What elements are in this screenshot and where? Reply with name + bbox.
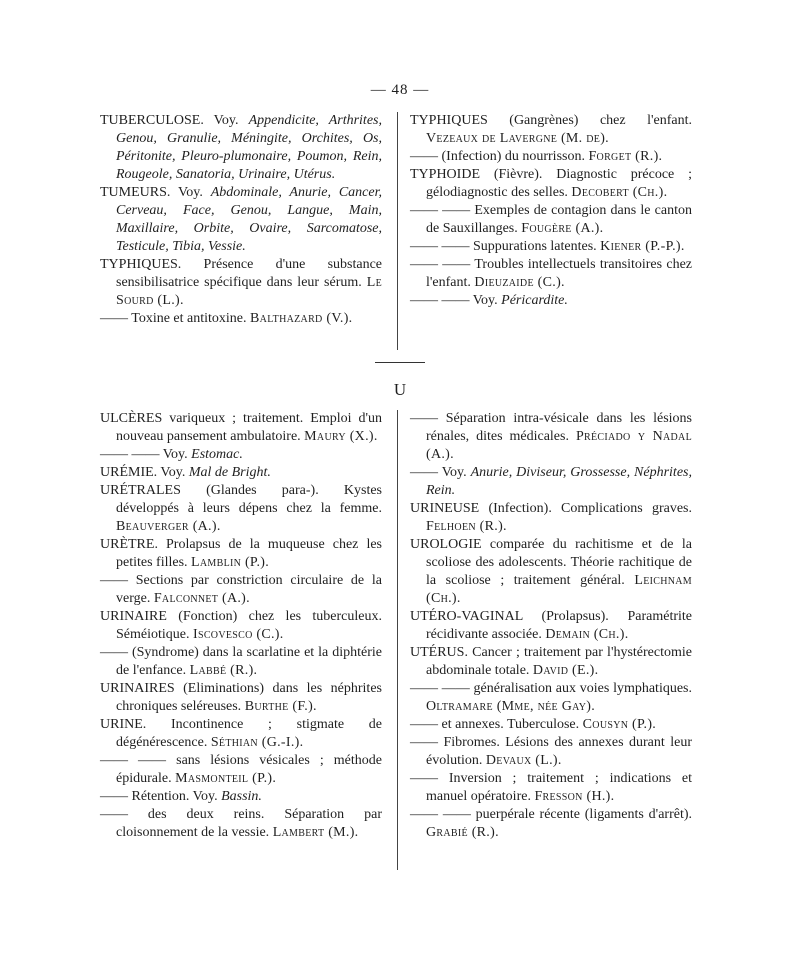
index-column-right-top bbox=[410, 112, 692, 310]
index-entry bbox=[410, 716, 692, 734]
entry-author: Kiener (P.-P.). bbox=[600, 239, 685, 254]
index-entry bbox=[410, 148, 692, 166]
entry-author: Balthazard (V.). bbox=[250, 311, 353, 326]
entry-text: Voy. bbox=[157, 465, 189, 480]
entry-text: Voy. bbox=[203, 113, 249, 128]
entry-heading: URINE. bbox=[100, 717, 147, 732]
entry-heading: UROLOGIE bbox=[410, 537, 482, 552]
index-entry bbox=[410, 166, 692, 202]
column-divider-top bbox=[397, 112, 398, 350]
entry-text: (Prolapsus). Paramétrite récidivante associée. bbox=[426, 609, 692, 642]
entry-text: Toxine et antitoxine. bbox=[131, 311, 251, 326]
index-entry bbox=[410, 500, 692, 536]
entry-text: Présence d'une substance sensibilisatrice spécifique dans leur sérum. bbox=[116, 257, 382, 290]
entry-heading: —— —— bbox=[100, 447, 160, 462]
entry-heading: ULCÈRES bbox=[100, 411, 163, 426]
entry-crossref: Appendicite, Arthrites, Genou, Granulie, Méningite, Orchites, Os, Péritonite, Pleuro-plumonaire, Poumon, Rein, Rougeole, Sanatoria, Urinaire, Utérus. bbox=[116, 113, 382, 182]
entry-author: Beauverger (A.). bbox=[116, 519, 221, 534]
entry-text: puerpérale récente (ligaments d'arrêt). bbox=[470, 807, 693, 822]
entry-text: (Eliminations) dans les néphrites chroniques seléreuses. bbox=[116, 681, 382, 714]
index-entry bbox=[100, 112, 382, 184]
entry-crossref: Anurie, Diviseur, Grossesse, Néphrites, Rein. bbox=[426, 465, 692, 498]
entry-text: (Fonction) chez les tuberculeux. Séméiotique. bbox=[116, 609, 382, 642]
entry-text: Sections par constriction circulaire de la verge. bbox=[116, 573, 382, 606]
entry-text: Rétention. Voy. bbox=[128, 789, 222, 804]
entry-heading: —— bbox=[100, 645, 128, 660]
entry-author: Maury (X.). bbox=[304, 429, 378, 444]
index-entry bbox=[410, 464, 692, 500]
entry-heading: URINAIRES bbox=[100, 681, 175, 696]
page-number: — 48 — bbox=[370, 82, 430, 98]
entry-text: Voy. bbox=[438, 465, 471, 480]
entry-crossref: Péricardite. bbox=[501, 293, 568, 308]
index-entry bbox=[100, 680, 382, 716]
entry-text: Fibromes. Lésions des annexes durant leur évolution. bbox=[426, 735, 692, 768]
entry-text: des deux reins. Séparation par cloisonnement de la vessie. bbox=[116, 807, 382, 840]
entry-author: Masmonteil (P.). bbox=[175, 771, 277, 786]
entry-heading: URÉTRALES bbox=[100, 483, 181, 498]
entry-heading: UTÉRO-VAGINAL bbox=[410, 609, 523, 624]
entry-author: Leichnam (Ch.). bbox=[426, 573, 692, 606]
index-entry bbox=[100, 788, 382, 806]
entry-author: Falconnet (A.). bbox=[153, 591, 250, 606]
entry-text: sans lésions vésicales ; méthode épidurale. bbox=[116, 753, 382, 786]
entry-text: Prolapsus de la muqueuse chez les petites filles. bbox=[116, 537, 382, 570]
entry-text: variqueux ; traitement. Emploi d'un nouveau pansement ambulatoire. bbox=[116, 411, 382, 444]
entry-text: (Fièvre). Diagnostic précoce ; gélodiagnostic des selles. bbox=[426, 167, 692, 200]
entry-heading: —— bbox=[100, 789, 128, 804]
entry-heading: TYPHIQUES. bbox=[100, 257, 182, 272]
entry-heading: URÈTRE. bbox=[100, 537, 158, 552]
entry-heading: —— bbox=[410, 465, 438, 480]
index-column-right-bottom bbox=[410, 410, 692, 842]
entry-text: comparée du rachitisme et de la scoliose des adolescents. Théorie rachitique de la scoliose ; traitement général. bbox=[426, 537, 692, 588]
index-entry bbox=[100, 806, 382, 842]
entry-heading: URÉMIE. bbox=[100, 465, 158, 480]
entry-heading: —— bbox=[100, 807, 128, 822]
index-entry bbox=[410, 608, 692, 644]
entry-author: Séthian (G.-I.). bbox=[210, 735, 304, 750]
entry-author: Forget (R.). bbox=[588, 149, 663, 164]
index-entry bbox=[100, 716, 382, 752]
index-entry bbox=[100, 256, 382, 310]
index-column-left-top bbox=[100, 112, 382, 328]
entry-crossref: Estomac. bbox=[191, 447, 243, 462]
entry-text: (Glandes para-). Kystes développés à leurs dépens chez la femme. bbox=[116, 483, 382, 516]
index-entry bbox=[100, 644, 382, 680]
entry-heading: —— bbox=[410, 735, 438, 750]
index-entry bbox=[410, 256, 692, 292]
index-entry bbox=[100, 464, 382, 482]
entry-author: Préciado y Nadal (A.). bbox=[426, 429, 692, 462]
entry-heading: URINEUSE bbox=[410, 501, 480, 516]
index-entry bbox=[410, 292, 692, 310]
index-entry bbox=[410, 112, 692, 148]
entry-author: David (E.). bbox=[532, 663, 599, 678]
entry-heading: —— —— bbox=[410, 203, 471, 218]
entry-text: (Syndrome) dans la scarlatine et la diphtérie de l'enfance. bbox=[116, 645, 382, 678]
entry-heading: —— —— bbox=[410, 681, 470, 696]
index-entry bbox=[410, 410, 692, 464]
entry-author: Vezeaux de Lavergne (M. de). bbox=[426, 131, 609, 146]
entry-author: Burthe (F.). bbox=[244, 699, 317, 714]
entry-author: Demain (Ch.). bbox=[545, 627, 629, 642]
entry-heading: UTÉRUS. bbox=[410, 645, 468, 660]
entry-heading: TYPHIQUES bbox=[410, 113, 488, 128]
entry-text: Troubles intellectuels transitoires chez l'enfant. bbox=[426, 257, 692, 290]
index-entry bbox=[410, 238, 692, 256]
index-entry bbox=[410, 680, 692, 716]
index-column-left-bottom bbox=[100, 410, 382, 842]
entry-text: Voy. bbox=[170, 185, 211, 200]
index-entry bbox=[100, 482, 382, 536]
index-entry bbox=[100, 752, 382, 788]
entry-author: Lamblin (P.). bbox=[191, 555, 270, 570]
index-entry bbox=[100, 310, 382, 328]
entry-author: Cousyn (P.). bbox=[582, 717, 657, 732]
entry-author: Felhoen (R.). bbox=[426, 519, 507, 534]
entry-text: Voy. bbox=[469, 293, 502, 308]
entry-heading: —— bbox=[100, 573, 128, 588]
entry-text: Inversion ; traitement ; indications et manuel opératoire. bbox=[426, 771, 692, 804]
entry-heading: —— bbox=[100, 311, 132, 326]
index-entry bbox=[410, 536, 692, 608]
entry-heading: TUBERCULOSE. bbox=[100, 113, 204, 128]
entry-heading: TYPHOIDE bbox=[410, 167, 480, 182]
entry-text: Incontinence ; stigmate de dégénérescence. bbox=[116, 717, 382, 750]
index-entry bbox=[410, 806, 692, 842]
entry-heading: —— —— bbox=[410, 807, 471, 822]
entry-author: Oltramare (Mme, née Gay). bbox=[426, 699, 596, 714]
entry-author: Fougère (A.). bbox=[521, 221, 604, 236]
entry-heading: URINAIRE bbox=[100, 609, 167, 624]
entry-text: Séparation intra-vésicale dans les lésions rénales, dites médicales. bbox=[426, 411, 692, 444]
entry-heading: —— —— bbox=[100, 753, 167, 768]
index-entry bbox=[100, 184, 382, 256]
entry-author: Grabié (R.). bbox=[426, 825, 499, 840]
entry-author: Labbé (R.). bbox=[189, 663, 258, 678]
entry-heading: —— —— bbox=[410, 239, 470, 254]
entry-crossref: Bassin. bbox=[221, 789, 262, 804]
index-entry bbox=[100, 446, 382, 464]
entry-author: Devaux (L.). bbox=[485, 753, 562, 768]
entry-text: et annexes. Tuberculose. bbox=[438, 717, 583, 732]
entry-crossref: Mal de Bright. bbox=[188, 465, 271, 480]
entry-heading: —— bbox=[410, 771, 438, 786]
entry-author: Fresson (H.). bbox=[534, 789, 615, 804]
index-entry bbox=[410, 644, 692, 680]
entry-crossref: Abdominale, Anurie, Cancer, Cerveau, Face, Genou, Langue, Main, Maxillaire, Orbite, Ovaire, Sarcomatose, Testicule, Tibia, Vessie. bbox=[116, 185, 382, 254]
section-letter: U bbox=[393, 380, 407, 399]
entry-text: généralisation aux voies lymphatiques. bbox=[469, 681, 693, 696]
entry-heading: TUMEURS. bbox=[100, 185, 171, 200]
entry-text: (Infection) du nourrisson. bbox=[438, 149, 589, 164]
index-entry bbox=[410, 770, 692, 806]
index-entry bbox=[100, 608, 382, 644]
entry-author: Lambert (M.). bbox=[272, 825, 359, 840]
entry-author: Decobert (Ch.). bbox=[571, 185, 668, 200]
index-entry bbox=[410, 202, 692, 238]
entry-author: Le Sourd (L.). bbox=[116, 275, 382, 308]
section-rule bbox=[375, 362, 425, 363]
column-divider-bottom bbox=[397, 410, 398, 870]
entry-text: Cancer ; traitement par l'hystérectomie abdominale totale. bbox=[426, 645, 692, 678]
entry-author: Iscovesco (C.). bbox=[193, 627, 284, 642]
entry-text: Suppurations latentes. bbox=[469, 239, 601, 254]
entry-text: Voy. bbox=[159, 447, 192, 462]
index-entry bbox=[100, 536, 382, 572]
entry-heading: —— bbox=[410, 717, 438, 732]
entry-heading: —— —— bbox=[410, 293, 470, 308]
index-entry bbox=[100, 410, 382, 446]
entry-heading: —— bbox=[410, 411, 438, 426]
entry-text: (Infection). Complications graves. bbox=[479, 501, 692, 516]
entry-heading: —— —— bbox=[410, 257, 471, 272]
entry-heading: —— bbox=[410, 149, 438, 164]
index-entry bbox=[410, 734, 692, 770]
entry-text: (Gangrènes) chez l'enfant. bbox=[487, 113, 692, 128]
entry-text: Exemples de contagion dans le canton de Sauxillanges. bbox=[426, 203, 692, 236]
entry-author: Dieuzaide (C.). bbox=[474, 275, 565, 290]
index-entry bbox=[100, 572, 382, 608]
